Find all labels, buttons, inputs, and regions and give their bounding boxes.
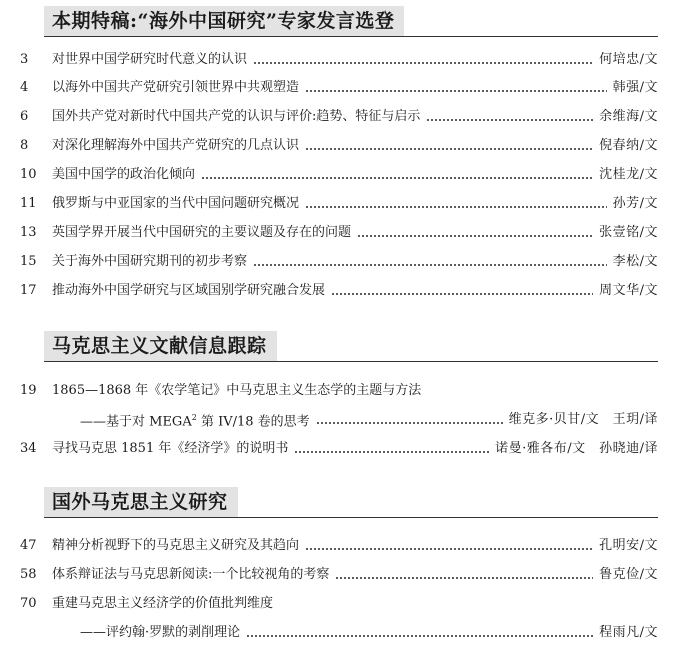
page-number: 8 bbox=[20, 138, 29, 153]
page-number: 3 bbox=[20, 52, 29, 67]
entry-author: 维克多·贝甘/文 王玥/译 bbox=[508, 412, 658, 427]
dot-leader bbox=[316, 422, 503, 424]
entry-author: 倪春纳/文 bbox=[599, 138, 658, 153]
page-number: 34 bbox=[20, 441, 37, 456]
entry-title: 关于海外中国研究期刊的初步考察 bbox=[52, 254, 248, 269]
entry-author: 孙芳/文 bbox=[612, 196, 658, 211]
entry-subtitle: ——评约翰·罗默的剥削理论 bbox=[80, 625, 241, 640]
page-number: 6 bbox=[20, 109, 29, 124]
section-heading: 本期特稿:“海外中国研究”专家发言选登 bbox=[44, 6, 404, 36]
page-number: 13 bbox=[20, 225, 37, 240]
dot-leader bbox=[246, 635, 593, 637]
entry-author: 周文华/文 bbox=[599, 283, 658, 298]
entry-author: 韩强/文 bbox=[612, 80, 658, 95]
page-number: 11 bbox=[20, 196, 37, 211]
toc-entry[interactable] bbox=[0, 536, 658, 556]
dot-leader bbox=[426, 119, 593, 121]
entry-author: 诺曼·雅各布/文 孙晓迪/译 bbox=[495, 441, 658, 456]
page-number: 10 bbox=[20, 167, 37, 182]
dot-leader bbox=[305, 90, 607, 92]
entry-author: 鲁克俭/文 bbox=[599, 567, 658, 582]
entry-title: 以海外中国共产党研究引领世界中共观塑造 bbox=[52, 80, 300, 95]
section-rule bbox=[44, 361, 658, 362]
toc-entry[interactable] bbox=[0, 78, 658, 98]
dot-leader bbox=[294, 451, 489, 453]
entry-author: 张壹铭/文 bbox=[599, 225, 658, 240]
section-rule bbox=[44, 517, 658, 518]
entry-title: 体系辩证法与马克思新阅读:一个比较视角的考察 bbox=[52, 567, 330, 582]
toc-entry-subtitle[interactable] bbox=[0, 623, 658, 643]
entry-author: 沈桂龙/文 bbox=[599, 167, 658, 182]
entry-subtitle: ——基于对 MEGA$^2$ 第 IV/18 卷的思考 bbox=[80, 412, 310, 430]
section-heading: 马克思主义文献信息跟踪 bbox=[44, 331, 277, 361]
entry-title: 美国中国学的政治化倾向 bbox=[52, 167, 196, 182]
toc-entry[interactable] bbox=[0, 50, 658, 70]
entry-author: 李松/文 bbox=[612, 254, 658, 269]
toc-entry[interactable] bbox=[0, 381, 658, 401]
dot-leader bbox=[305, 548, 593, 550]
dot-leader bbox=[331, 293, 593, 295]
entry-title: 1865—1868 年《农学笔记》中马克思主义生态学的主题与方法 bbox=[52, 383, 422, 398]
page-number: 4 bbox=[20, 80, 29, 95]
entry-author: 孔明安/文 bbox=[599, 538, 658, 553]
entry-title: 精神分析视野下的马克思主义研究及其趋向 bbox=[52, 538, 300, 553]
section-rule bbox=[44, 36, 658, 37]
toc-entry[interactable] bbox=[0, 252, 658, 272]
dot-leader bbox=[201, 177, 593, 179]
entry-author: 何培忠/文 bbox=[599, 52, 658, 67]
dot-leader bbox=[335, 577, 593, 579]
superscript: 2 bbox=[191, 412, 197, 422]
dot-leader bbox=[357, 235, 593, 237]
toc-entry[interactable] bbox=[0, 165, 658, 185]
dot-leader bbox=[305, 148, 593, 150]
entry-author: 余维海/文 bbox=[599, 109, 658, 124]
toc-entry[interactable] bbox=[0, 281, 658, 301]
toc-entry[interactable] bbox=[0, 136, 658, 156]
page-number: 58 bbox=[20, 567, 37, 582]
entry-title: 寻找马克思 1851 年《经济学》的说明书 bbox=[52, 441, 289, 456]
section-heading: 国外马克思主义研究 bbox=[44, 487, 238, 517]
entry-title: 英国学界开展当代中国研究的主要议题及存在的问题 bbox=[52, 225, 352, 240]
toc-entry[interactable] bbox=[0, 107, 658, 127]
page-number: 47 bbox=[20, 538, 37, 553]
toc-entry[interactable] bbox=[0, 223, 658, 243]
page-number: 70 bbox=[20, 596, 37, 611]
toc-entry[interactable] bbox=[0, 565, 658, 585]
entry-title: 推动海外中国学研究与区域国别学研究融合发展 bbox=[52, 283, 326, 298]
toc-entry-subtitle[interactable] bbox=[0, 410, 658, 430]
entry-title: 俄罗斯与中亚国家的当代中国问题研究概况 bbox=[52, 196, 300, 211]
entry-title: 对深化理解海外中国共产党研究的几点认识 bbox=[52, 138, 300, 153]
dot-leader bbox=[253, 62, 593, 64]
toc-entry[interactable] bbox=[0, 594, 658, 614]
toc-entry[interactable] bbox=[0, 439, 658, 459]
page-number: 15 bbox=[20, 254, 37, 269]
toc-entry[interactable] bbox=[0, 194, 658, 214]
page-number: 17 bbox=[20, 283, 37, 298]
dot-leader bbox=[253, 264, 607, 266]
page-number: 19 bbox=[20, 383, 37, 398]
dot-leader bbox=[305, 206, 607, 208]
entry-title: 国外共产党对新时代中国共产党的认识与评价:趋势、特征与启示 bbox=[52, 109, 421, 124]
entry-author: 程雨凡/文 bbox=[599, 625, 658, 640]
entry-title: 重建马克思主义经济学的价值批判维度 bbox=[52, 596, 274, 611]
entry-title: 对世界中国学研究时代意义的认识 bbox=[52, 52, 248, 67]
